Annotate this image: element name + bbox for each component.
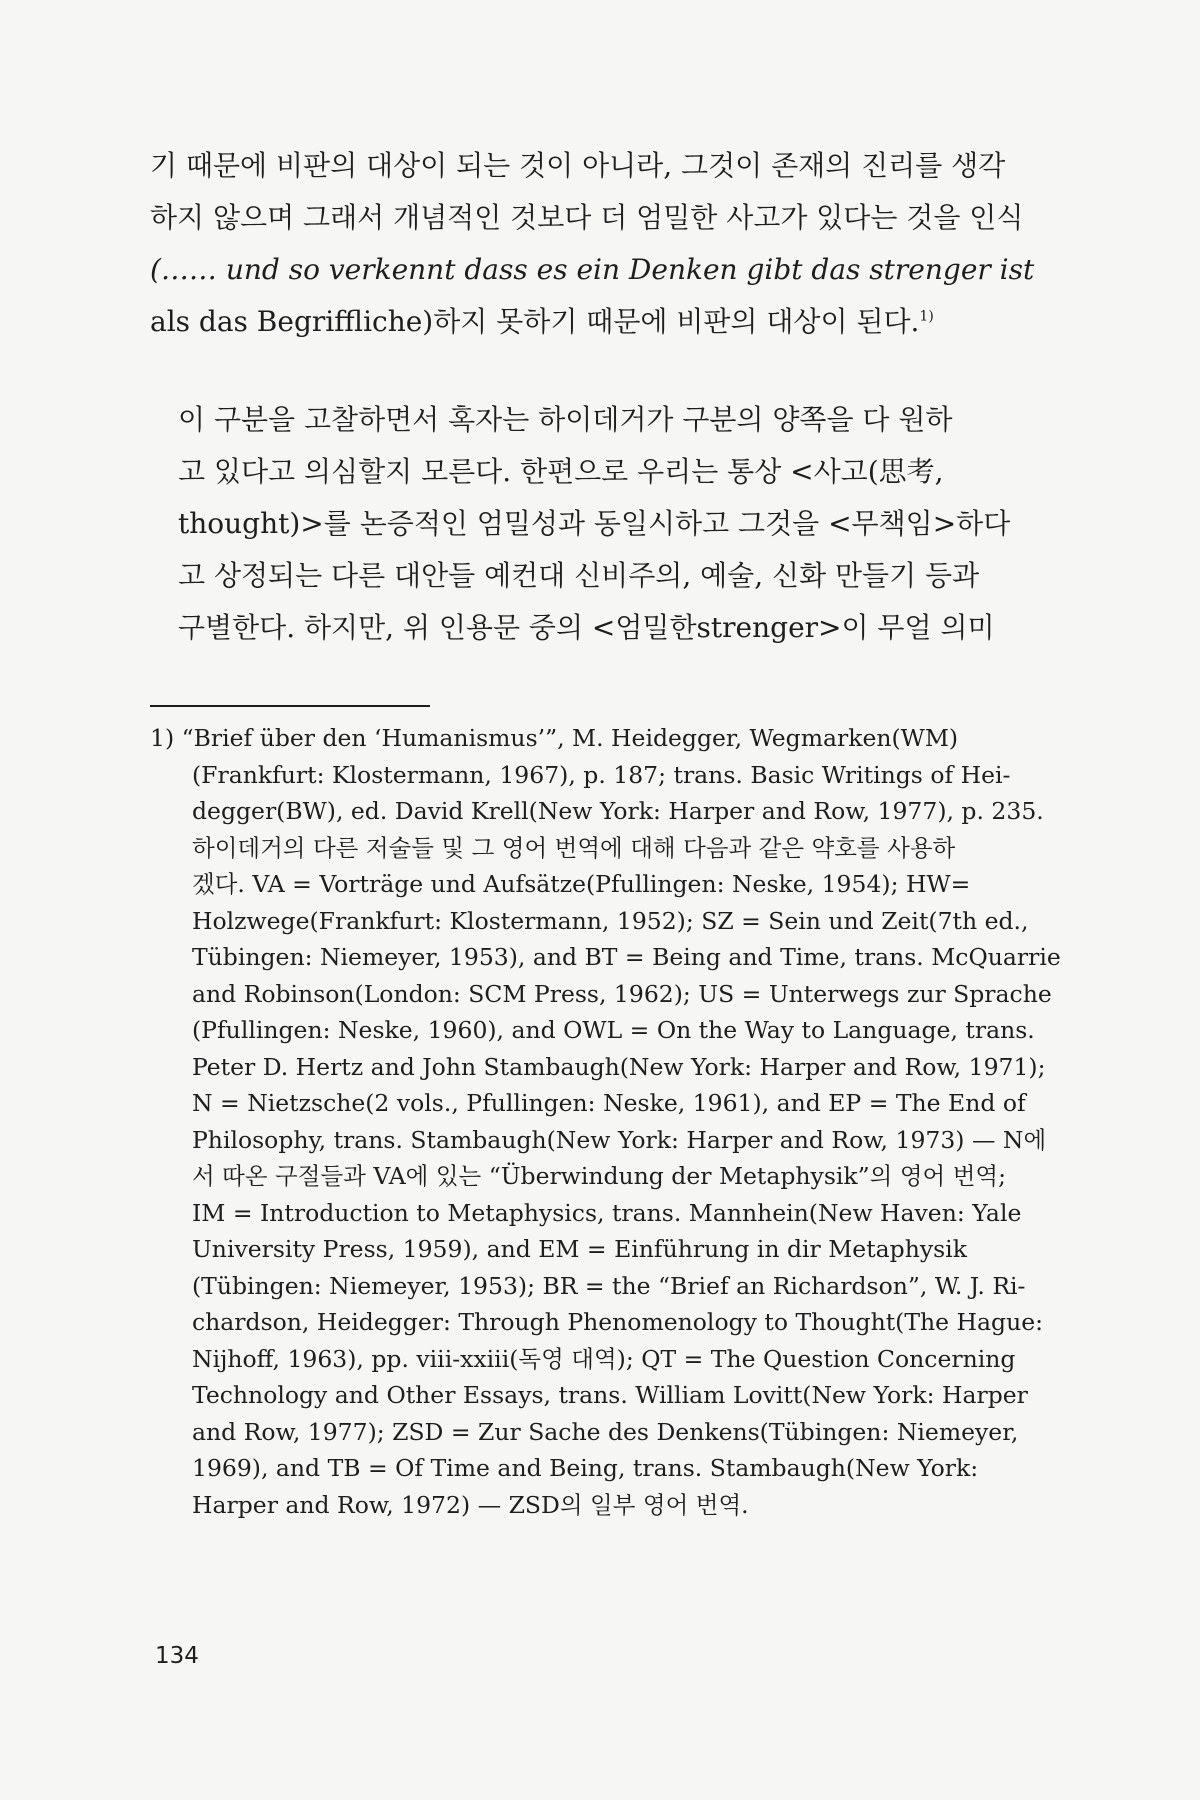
text-line: 구별한다. 하지만, 위 인용문 중의 <엄밀한strenger>이 무얼 의미	[178, 611, 995, 644]
footnote-line: Philosophy, trans. Stambaugh(New York: Harper and Row, 1973) — N에	[192, 1125, 1047, 1154]
footnote-line: (Pfullingen: Neske, 1960), and OWL = On the Way to Language, trans.	[192, 1016, 1035, 1044]
body-text	[150, 140, 1035, 654]
footnote-line: University Press, 1959), and EM = Einführung in dir Metaphysik	[192, 1235, 967, 1263]
footnote-line: Tübingen: Niemeyer, 1953), and BT = Being and Time, trans. McQuarrie	[192, 943, 1061, 971]
footnote-divider	[150, 705, 430, 707]
footnote-line: and Row, 1977); ZSD = Zur Sache des Denkens(Tübingen: Niemeyer,	[192, 1417, 1019, 1446]
footnote-line: (Tübingen: Niemeyer, 1953); BR = the “Brief an Richardson”, W. J. Ri-	[192, 1271, 1026, 1300]
footnote-line: Technology and Other Essays, trans. William Lovitt(New York: Harper	[192, 1381, 1028, 1409]
text-line: thought)>를 논증적인 엄밀성과 동일시하고 그것을 <무책임>하다	[178, 507, 1011, 540]
paragraph-2	[150, 394, 1015, 654]
text-line: 고 있다고 의심할지 모른다. 한편으로 우리는 통상 <사고(思考,	[178, 455, 944, 488]
footnote-line: Holzwege(Frankfurt: Klostermann, 1952); SZ = Sein und Zeit(7th ed.,	[192, 906, 1029, 935]
text-line: 고 상정되는 다른 대안들 예컨대 신비주의, 예술, 신화 만들기 등과	[178, 559, 980, 592]
footnote-line: 1969), and TB = Of Time and Being, trans. Stambaugh(New York:	[192, 1454, 979, 1482]
footnote-line: and Robinson(London: SCM Press, 1962); US = Unterwegs zur Sprache	[192, 979, 1052, 1008]
footnote-line: Nijhoff, 1963), pp. viii-xxiii(독영 대역); QT = The Question Concerning	[192, 1344, 1016, 1373]
footnote-line: chardson, Heidegger: Through Phenomenology to Thought(The Hague:	[192, 1308, 1044, 1336]
text-line-with-footnote	[150, 296, 1015, 348]
footnote-line: N = Nietzsche(2 vols., Pfullingen: Neske, 1961), and EP = The End of	[192, 1089, 1026, 1117]
text-line: 기 때문에 비판의 대상이 되는 것이 아니라, 그것이 존재의 진리를 생각	[150, 149, 1006, 182]
footnote-line: 하이데거의 다른 저술들 및 그 영어 번역에 대해 다음과 같은 약호를 사용하	[192, 833, 956, 862]
footnote-line: 서 따온 구절들과 VA에 있는 “Überwindung der Metaphysik”의 영어 번역;	[192, 1162, 1007, 1190]
footnote-line: degger(BW), ed. David Krell(New York: Harper and Row, 1977), p. 235.	[192, 797, 1044, 825]
footnote-line: Harper and Row, 1972) — ZSD의 일부 영어 번역.	[192, 1490, 749, 1519]
footnote-line: 겠다. VA = Vorträge und Aufsätze(Pfullingen: Neske, 1954); HW=	[192, 870, 971, 898]
footnote-line: IM = Introduction to Metaphysics, trans. Mannhein(New Haven: Yale	[192, 1198, 1022, 1227]
text-line: (…… und so verkennt dass es ein Denken gibt das strenger ist	[150, 253, 1035, 286]
text-line: als das Begriffliche)하지 못하기 때문에 비판의 대상이 된다.	[150, 305, 920, 338]
page-number: 134	[155, 1643, 199, 1669]
footnote-line: (Frankfurt: Klostermann, 1967), p. 187; trans. Basic Writings of Hei-	[192, 760, 1011, 789]
footnote	[150, 720, 1061, 1523]
footnote-line: Peter D. Hertz and John Stambaugh(New York: Harper and Row, 1971);	[192, 1052, 1046, 1081]
paragraph-1	[150, 140, 1035, 348]
text-line: 하지 않으며 그래서 개념적인 것보다 더 엄밀한 사고가 있다는 것을 인식	[150, 201, 1024, 234]
footnote-marker: 1)	[919, 308, 934, 325]
footnote-line: 1) “Brief über den ‘Humanismus’”, M. Heidegger, Wegmarken(WM)	[150, 724, 959, 752]
text-line: 이 구분을 고찰하면서 혹자는 하이데거가 구분의 양쪽을 다 원하	[178, 403, 953, 436]
